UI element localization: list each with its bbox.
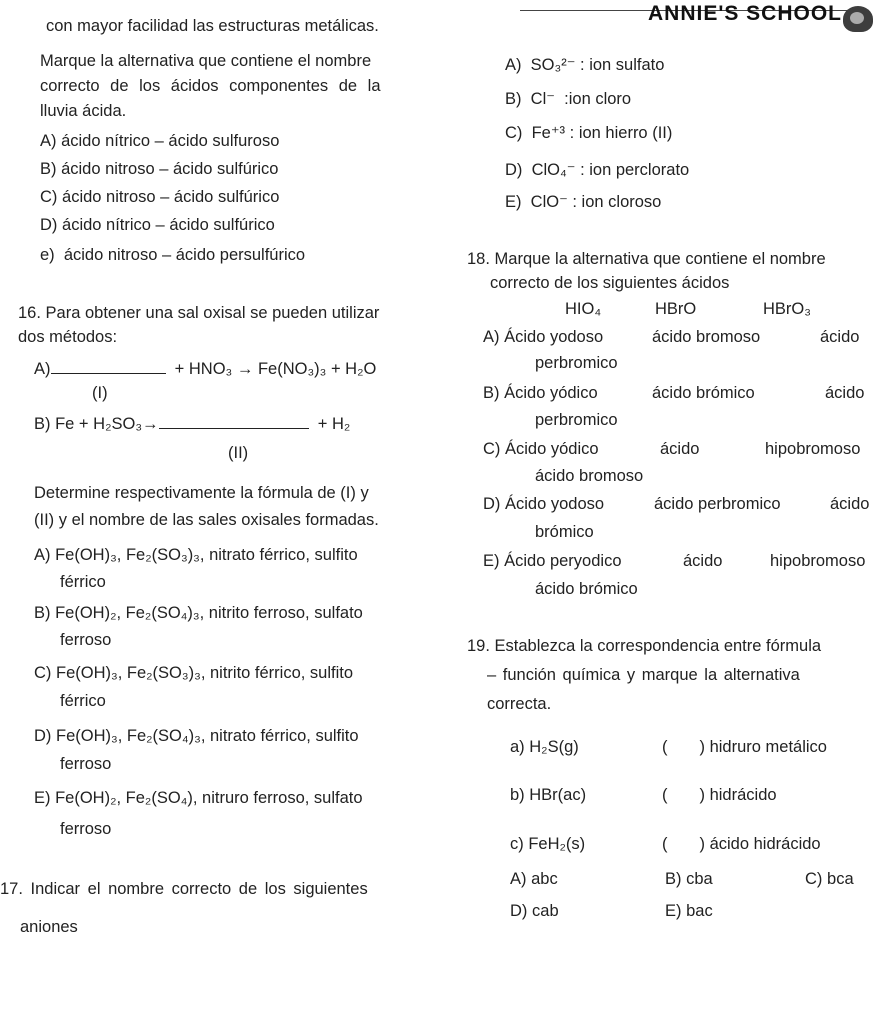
q16-method-b: B) Fe + H₂SO₃→ + H₂ <box>34 415 351 433</box>
q16-option-b-cont: ferroso <box>60 631 112 649</box>
q15-option-c: C) ácido nitroso – ácido sulfúrico <box>40 188 280 206</box>
q16-option-b: B) Fe(OH)₂, Fe₂(SO₄)₃, nitrito ferroso, sulfato <box>34 604 363 622</box>
q16-stem-line1: 16. Para obtener una sal oxisal se pueden utilizar <box>18 304 380 322</box>
q17-option-b: B) Cl⁻ :ion cloro <box>505 90 632 108</box>
q18-option-a: A) Ácido yodoso <box>483 328 604 346</box>
q18-option-e-col2: ácido <box>683 552 723 570</box>
q16-blank-ii <box>159 428 309 429</box>
q16-option-e: E) Fe(OH)₂, Fe₂(SO₄), nitruro ferroso, sulfato <box>34 789 363 807</box>
q19-item-a: a) H₂S(g) <box>510 738 579 756</box>
q16-label-ii: (II) <box>228 444 249 462</box>
q18-acid-2: HBrO <box>655 300 697 318</box>
q18-option-c-col3: hipobromoso <box>765 440 861 458</box>
school-logo-icon <box>843 6 873 32</box>
q19-item-a-match: ( ) hidruro metálico <box>662 738 827 756</box>
q17-option-c: C) Fe⁺³ : ion hierro (II) <box>505 124 673 142</box>
q16-label-i: (I) <box>92 384 108 402</box>
q18-option-d: D) Ácido yodoso <box>483 495 605 513</box>
q18-option-e-cont: ácido brómico <box>535 580 638 598</box>
q15-option-e: e) ácido nitroso – ácido persulfúrico <box>40 246 306 264</box>
q19-option-b: B) cba <box>665 870 713 888</box>
q19-option-d: D) cab <box>510 902 559 920</box>
q18-stem-line2: correcto de los siguientes ácidos <box>490 274 730 292</box>
q18-option-a-cont: perbromico <box>535 354 618 372</box>
q19-item-c: c) FeH₂(s) <box>510 835 586 853</box>
q18-stem-line1: 18. Marque la alternativa que contiene el nombre <box>467 250 826 268</box>
q18-option-c-col2: ácido <box>660 440 700 458</box>
q16-question-line1: Determine respectivamente la fórmula de (I) y <box>34 484 369 502</box>
q19-option-c: C) bca <box>805 870 854 888</box>
q18-acid-1: HIO₄ <box>565 300 602 318</box>
q18-option-b-col3: ácido <box>825 384 865 402</box>
q16-option-c: C) Fe(OH)₃, Fe₂(SO₃)₃, nitrito férrico, sulfito <box>34 664 354 682</box>
q18-acid-3: HBrO₃ <box>763 300 811 318</box>
q17-stem-line1: 17. Indicar el nombre correcto de los siguientes <box>0 880 368 898</box>
q16-option-d-cont: ferroso <box>60 755 112 773</box>
q15-option-a: A) ácido nítrico – ácido sulfuroso <box>40 132 280 150</box>
q16-method-a: A) + HNO₃ → Fe(NO₃)₃ + H₂O <box>34 360 377 378</box>
q16-blank-i <box>51 373 166 374</box>
q19-stem-line3: correcta. <box>487 695 552 713</box>
q19-stem-line2: – función química y marque la alternativa <box>487 666 800 684</box>
q16-option-a-cont: férrico <box>60 573 106 591</box>
q15-stem-line2: correcto de los ácidos componentes de la <box>40 77 381 95</box>
q19-option-a: A) abc <box>510 870 558 888</box>
q16-option-a: A) Fe(OH)₃, Fe₂(SO₃)₃, nitrato férrico, sulfito <box>34 546 358 564</box>
q19-option-e: E) bac <box>665 902 713 920</box>
q16-question-line2: (II) y el nombre de las sales oxisales formadas. <box>34 511 379 529</box>
q18-option-d-cont: brómico <box>535 523 594 541</box>
q17-option-d: D) ClO₄⁻ : ion perclorato <box>505 161 690 179</box>
q19-item-c-match: ( ) ácido hidrácido <box>662 835 821 853</box>
q18-option-d-col2: ácido perbromico <box>654 495 781 513</box>
q18-option-e-col3: hipobromoso <box>770 552 866 570</box>
q17-option-a: A) SO₃²⁻ : ion sulfato <box>505 56 665 74</box>
q18-option-a-col2: ácido bromoso <box>652 328 761 346</box>
q15-option-d: D) ácido nítrico – ácido sulfúrico <box>40 216 275 234</box>
q15-option-b: B) ácido nitroso – ácido sulfúrico <box>40 160 279 178</box>
q16-option-c-cont: férrico <box>60 692 106 710</box>
q18-option-b-col2: ácido brómico <box>652 384 755 402</box>
q17-stem-line2: aniones <box>20 918 78 936</box>
q16-stem-line2: dos métodos: <box>18 328 118 346</box>
q18-option-d-col3: ácido <box>830 495 870 513</box>
q16-option-e-cont: ferroso <box>60 820 112 838</box>
q19-item-b: b) HBr(ac) <box>510 786 587 804</box>
q18-option-a-col3: ácido <box>820 328 860 346</box>
q19-item-b-match: ( ) hidrácido <box>662 786 777 804</box>
q18-option-e: E) Ácido peryodico <box>483 552 622 570</box>
q15-stem-line1: Marque la alternativa que contiene el nombre <box>40 52 372 70</box>
q19-stem-line1: 19. Establezca la correspondencia entre fórmula <box>467 637 822 655</box>
school-name: ANNIE'S SCHOOL <box>648 2 843 25</box>
q18-option-c: C) Ácido yódico <box>483 440 599 458</box>
q18-option-b-cont: perbromico <box>535 411 618 429</box>
top-continuation-text: con mayor facilidad las estructuras metálicas. <box>46 17 379 35</box>
q15-stem-line3: lluvia ácida. <box>40 102 127 120</box>
q17-option-e: E) ClO⁻ : ion cloroso <box>505 193 662 211</box>
q18-option-c-cont: ácido bromoso <box>535 467 644 485</box>
q18-option-b: B) Ácido yódico <box>483 384 598 402</box>
q16-option-d: D) Fe(OH)₃, Fe₂(SO₄)₃, nitrato férrico, sulfito <box>34 727 359 745</box>
